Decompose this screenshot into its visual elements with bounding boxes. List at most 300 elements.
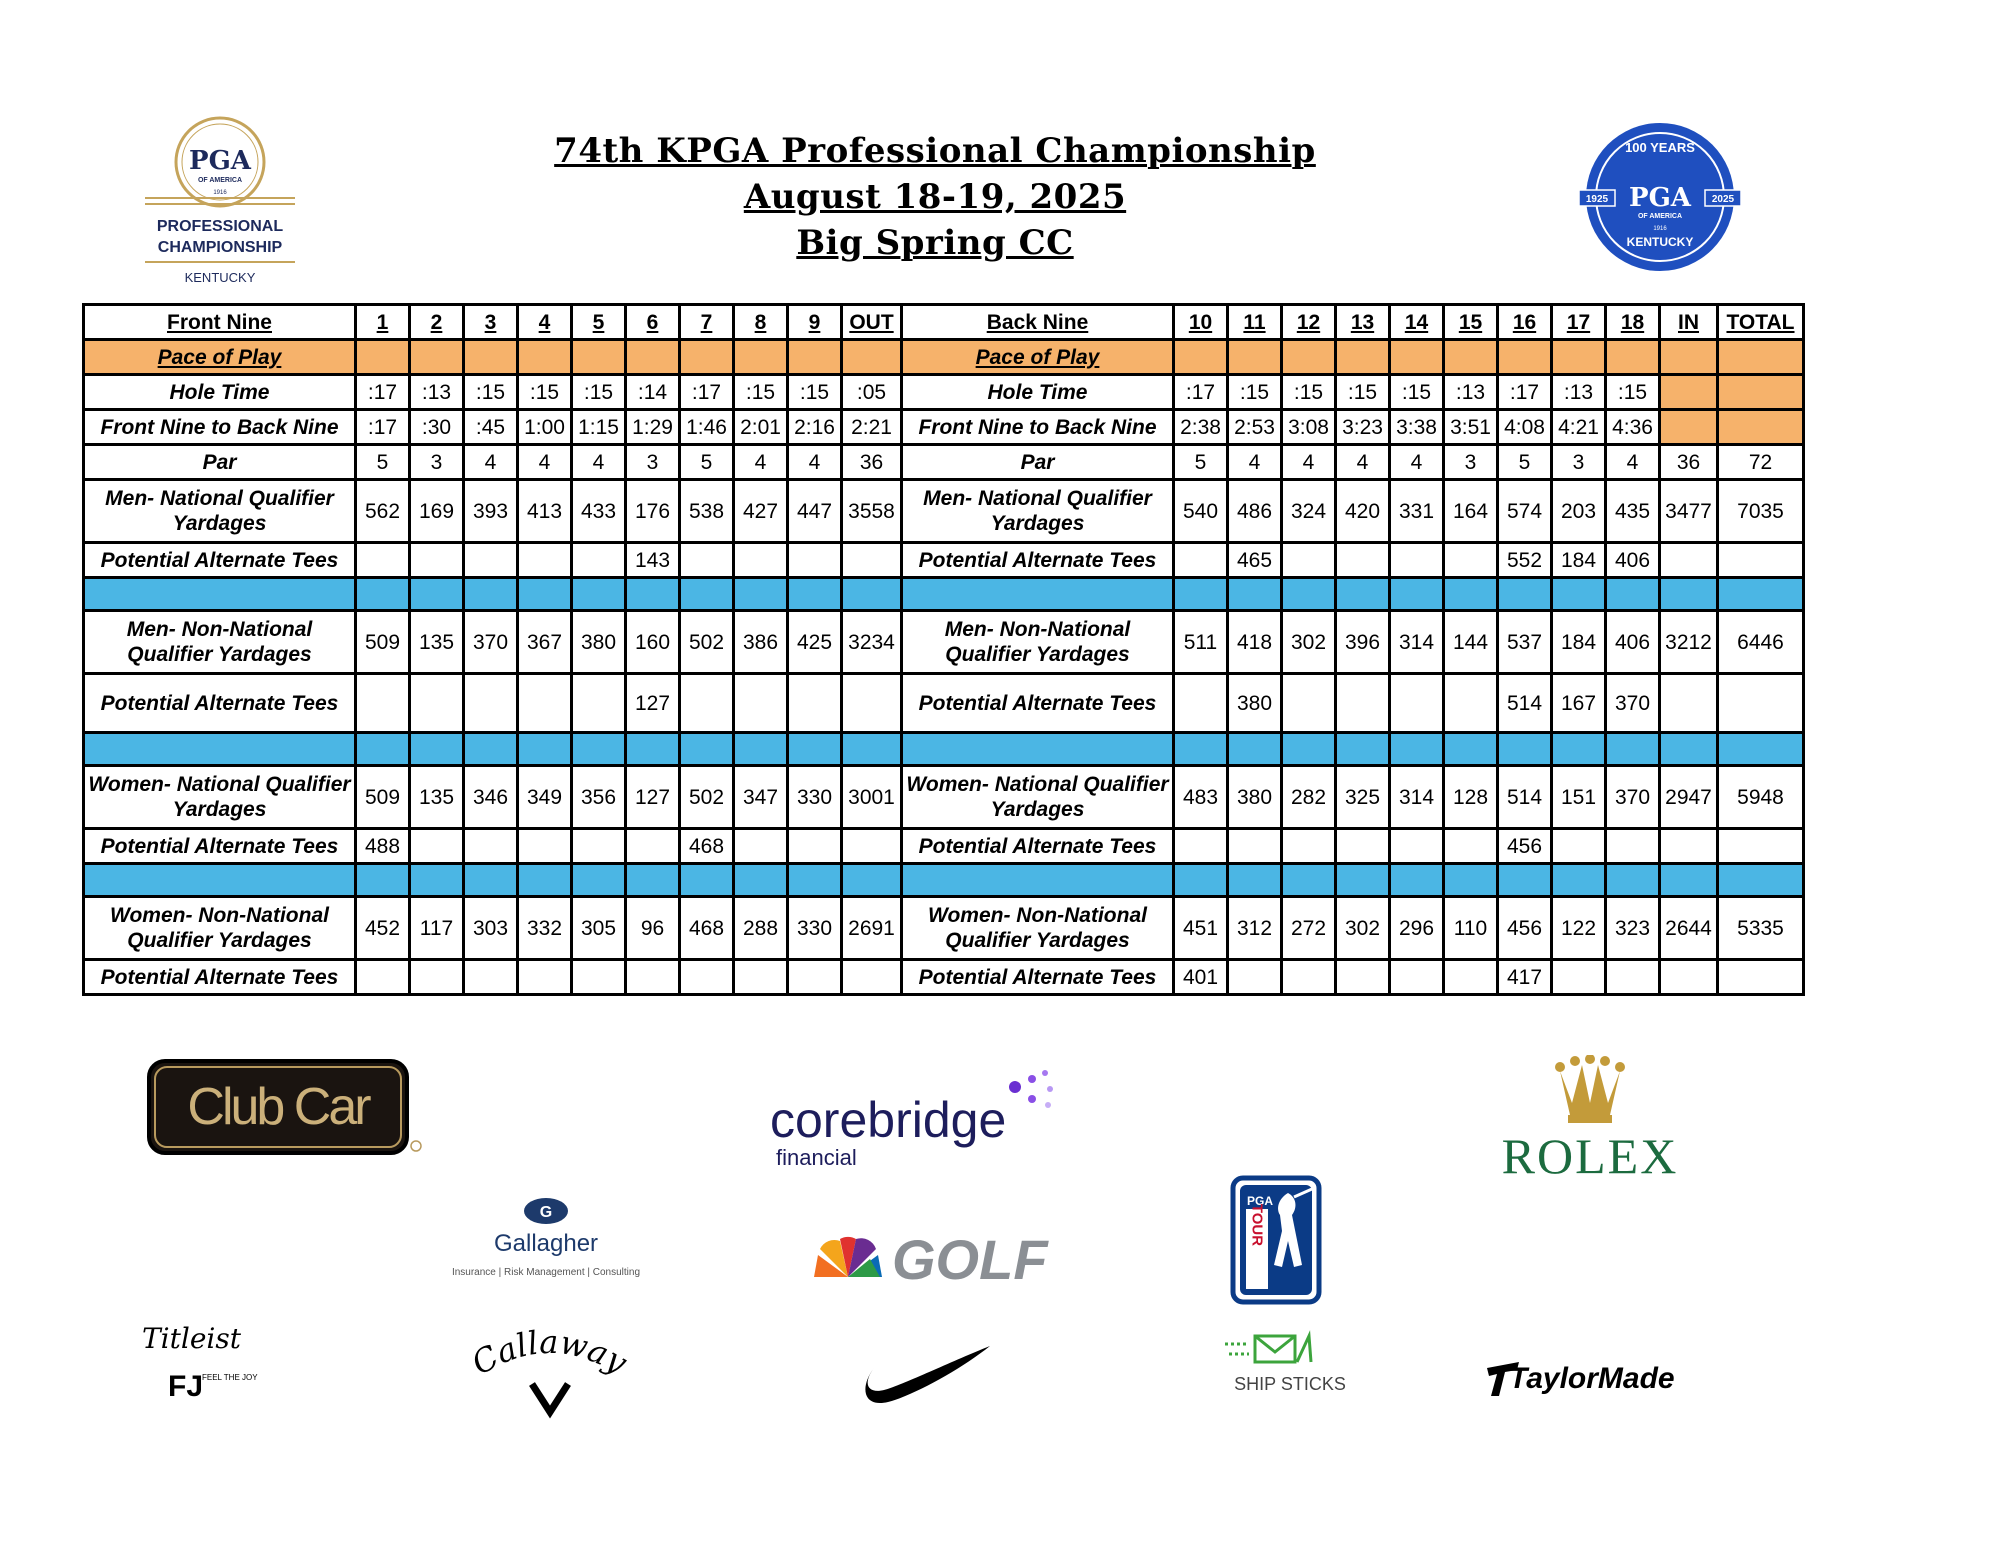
divider-cell [1282, 578, 1336, 611]
hole-header: 14 [1390, 305, 1444, 340]
titleist-text: Titleist [142, 1322, 241, 1355]
gallagher-logo [436, 1195, 656, 1285]
divider-cell [1336, 864, 1390, 897]
total-cell: 6446 [1718, 611, 1804, 674]
pace-cell [1552, 340, 1606, 375]
yardage-cell: :15 [518, 375, 572, 410]
yardage-cell [1282, 674, 1336, 733]
yardage-cell: 330 [788, 897, 842, 960]
yardage-cell [1336, 674, 1390, 733]
yardage-cell: 3:51 [1444, 410, 1498, 445]
yardage-cell: :13 [1552, 375, 1606, 410]
divider-cell [626, 864, 680, 897]
pace-cell [1390, 340, 1444, 375]
total-cell [1718, 375, 1804, 410]
svg-text:G: G [539, 1204, 553, 1221]
left-logo-pga: PGA [189, 146, 251, 176]
out-cell: 3001 [842, 766, 902, 829]
women-nnq-row [84, 897, 1804, 960]
pace-cell [1336, 340, 1390, 375]
divider-cell [902, 864, 1174, 897]
back-nine-header: Back Nine [902, 305, 1174, 340]
yardage-cell: 135 [410, 766, 464, 829]
yardage-cell: 540 [1174, 480, 1228, 543]
yardage-cell: 538 [680, 480, 734, 543]
yardage-cell: 435 [1606, 480, 1660, 543]
yardage-cell [410, 960, 464, 995]
divider-cell [84, 733, 356, 766]
row-label: Men- Non-National Qualifier Yardages [84, 611, 356, 674]
hole-header: 16 [1498, 305, 1552, 340]
hole-header: 2 [410, 305, 464, 340]
in-cell: 2644 [1660, 897, 1718, 960]
yardage-cell: :15 [1228, 375, 1282, 410]
yardage-cell: :15 [1390, 375, 1444, 410]
divider-cell [572, 864, 626, 897]
yardage-cell: 151 [1552, 766, 1606, 829]
yardage-cell: 167 [1552, 674, 1606, 733]
total-cell: 5335 [1718, 897, 1804, 960]
divider-cell [572, 578, 626, 611]
divider-cell [1174, 864, 1228, 897]
divider-row [84, 733, 1804, 766]
corebridge-text: corebridge [770, 1092, 1007, 1148]
row-label: Front Nine to Back Nine [84, 410, 356, 445]
yardage-cell: 135 [410, 611, 464, 674]
taylormade-text: TaylorMade [1509, 1362, 1675, 1395]
divider-cell [1282, 864, 1336, 897]
corebridge-sub: financial [776, 1145, 857, 1170]
divider-cell [734, 578, 788, 611]
out-cell: :05 [842, 375, 902, 410]
yardage-cell: 406 [1606, 543, 1660, 578]
divider-cell [734, 864, 788, 897]
yardage-cell: 2:01 [734, 410, 788, 445]
yardage-cell: 96 [626, 897, 680, 960]
right-logo-small-year: 1916 [1653, 226, 1667, 232]
divider-cell [1606, 864, 1660, 897]
yardage-cell: 574 [1498, 480, 1552, 543]
yardage-cell: 452 [356, 897, 410, 960]
yardage-cell: 1:00 [518, 410, 572, 445]
yardage-cell: :17 [1498, 375, 1552, 410]
yardage-cell: 380 [1228, 766, 1282, 829]
divider-cell [464, 733, 518, 766]
yardage-cell [1606, 960, 1660, 995]
hole-header: 8 [734, 305, 788, 340]
rolex-logo [1480, 1055, 1700, 1185]
yardage-cell: 282 [1282, 766, 1336, 829]
divider-cell [1390, 733, 1444, 766]
yardage-cell [572, 829, 626, 864]
yardage-cell: 164 [1444, 480, 1498, 543]
yardage-cell: 514 [1498, 674, 1552, 733]
hole-header: 5 [572, 305, 626, 340]
ship-sticks-logo [1215, 1330, 1365, 1400]
yardage-cell [1336, 543, 1390, 578]
divider-cell [1282, 733, 1336, 766]
out-cell: 2:21 [842, 410, 902, 445]
yardage-cell: :45 [464, 410, 518, 445]
row-label: Par [84, 445, 356, 480]
callaway-text: allaway [490, 1322, 630, 1382]
club-car-text: Club Car [187, 1078, 369, 1136]
titleist-fj-logo [140, 1318, 270, 1408]
pace-cell [788, 340, 842, 375]
yardage-cell [1552, 829, 1606, 864]
yardage-cell [1444, 543, 1498, 578]
yardage-cell [788, 674, 842, 733]
hole-header: 1 [356, 305, 410, 340]
hole-header: 7 [680, 305, 734, 340]
yardage-cell: 5 [680, 445, 734, 480]
divider-cell [1498, 864, 1552, 897]
total-cell [1718, 674, 1804, 733]
divider-cell [788, 733, 842, 766]
row-label: Potential Alternate Tees [902, 674, 1174, 733]
pga-championship-logo [140, 112, 300, 292]
yardage-cell: 4 [1336, 445, 1390, 480]
yardage-cell [1444, 674, 1498, 733]
divider-cell [902, 733, 1174, 766]
in-cell: 3477 [1660, 480, 1718, 543]
pace-cell [734, 340, 788, 375]
yardage-cell: 433 [572, 480, 626, 543]
yardage-cell: :17 [680, 375, 734, 410]
front-nine-header: Front Nine [84, 305, 356, 340]
pace-cell [1606, 340, 1660, 375]
divider-cell [1718, 578, 1804, 611]
yardage-cell: 4:36 [1606, 410, 1660, 445]
divider-cell [680, 864, 734, 897]
hole-header: 10 [1174, 305, 1228, 340]
yardage-cell: 2:38 [1174, 410, 1228, 445]
yardage-cell [734, 960, 788, 995]
hole-header: 6 [626, 305, 680, 340]
divider-cell [1390, 578, 1444, 611]
in-cell [1660, 674, 1718, 733]
yardage-cell [1282, 960, 1336, 995]
gallagher-sub: Insurance | Risk Management | Consulting [451, 1267, 641, 1278]
yardage-cell: 346 [464, 766, 518, 829]
yardage-cell: 3 [410, 445, 464, 480]
yardage-cell: 4 [1228, 445, 1282, 480]
yardage-cell [464, 829, 518, 864]
divider-cell [356, 733, 410, 766]
yardage-cell [464, 674, 518, 733]
out-cell [842, 543, 902, 578]
divider-cell [842, 733, 902, 766]
row-label: Women- National Qualifier Yardages [902, 766, 1174, 829]
yardage-cell [734, 829, 788, 864]
men-nq-alt-row [84, 543, 1804, 578]
yardage-cell: :14 [626, 375, 680, 410]
right-logo-right-year: 2025 [1711, 194, 1735, 205]
divider-cell [1228, 864, 1282, 897]
yardage-cell: 1:15 [572, 410, 626, 445]
yardage-cell: :17 [356, 410, 410, 445]
yardage-cell: 127 [626, 674, 680, 733]
divider-cell [410, 733, 464, 766]
right-logo-bottom: KENTUCKY [1626, 235, 1694, 249]
yardage-cell: 325 [1336, 766, 1390, 829]
yardage-cell: 330 [788, 766, 842, 829]
yardage-cell: 314 [1390, 611, 1444, 674]
left-logo-line2: CHAMPIONSHIP [157, 239, 283, 256]
yardage-cell: 160 [626, 611, 680, 674]
total-cell: 72 [1718, 445, 1804, 480]
yardage-cell: 502 [680, 611, 734, 674]
yardage-cell: 4 [1282, 445, 1336, 480]
yardage-cell: :15 [572, 375, 626, 410]
hole-header: 17 [1552, 305, 1606, 340]
yardage-cell: 511 [1174, 611, 1228, 674]
yardage-cell [518, 543, 572, 578]
row-label: Potential Alternate Tees [84, 829, 356, 864]
yardage-cell: 303 [464, 897, 518, 960]
out-cell [842, 829, 902, 864]
divider-cell [1228, 578, 1282, 611]
yardage-cell: 122 [1552, 897, 1606, 960]
yardage-cell: 314 [1390, 766, 1444, 829]
yardage-cell: :30 [410, 410, 464, 445]
right-logo-left-year: 1925 [1585, 194, 1609, 205]
divider-cell [842, 578, 902, 611]
yardage-cell: 4 [1390, 445, 1444, 480]
yardage-cell [1552, 960, 1606, 995]
divider-cell [1552, 733, 1606, 766]
divider-cell [626, 578, 680, 611]
pace-cell [1282, 340, 1336, 375]
yardage-cell: 5 [1174, 445, 1228, 480]
yardage-cell: 465 [1228, 543, 1282, 578]
yardage-cell: 483 [1174, 766, 1228, 829]
divider-cell [410, 578, 464, 611]
yardage-cell: 447 [788, 480, 842, 543]
yardage-cell: 417 [1498, 960, 1552, 995]
pace-cell [842, 340, 902, 375]
row-label: Potential Alternate Tees [902, 829, 1174, 864]
out-cell [842, 674, 902, 733]
divider-cell [572, 733, 626, 766]
in-cell [1660, 960, 1718, 995]
yardage-cell: :15 [1336, 375, 1390, 410]
gallagher-text: Gallagher [493, 1230, 599, 1257]
hole-header: 3 [464, 305, 518, 340]
yardage-cell [572, 960, 626, 995]
yardage-cell: 331 [1390, 480, 1444, 543]
yardage-cell: 302 [1336, 897, 1390, 960]
women-nnq-alt-row [84, 960, 1804, 995]
row-label: Hole Time [84, 375, 356, 410]
pace-cell [410, 340, 464, 375]
divider-cell [1336, 578, 1390, 611]
yardage-cell: 184 [1552, 611, 1606, 674]
divider-cell [1498, 578, 1552, 611]
pace-cell [1660, 340, 1718, 375]
yardage-cell: :15 [1282, 375, 1336, 410]
yardage-cell: 486 [1228, 480, 1282, 543]
in-header: IN [1660, 305, 1718, 340]
row-label: Women- Non-National Qualifier Yardages [84, 897, 356, 960]
divider-cell [1552, 864, 1606, 897]
hole-header: 11 [1228, 305, 1282, 340]
women-nq-alt-row [84, 829, 1804, 864]
yardage-cell: 427 [734, 480, 788, 543]
yardage-cell: 488 [356, 829, 410, 864]
yardage-cell: 143 [626, 543, 680, 578]
divider-cell [1718, 733, 1804, 766]
yardage-cell: 401 [1174, 960, 1228, 995]
yardage-cell: 184 [1552, 543, 1606, 578]
divider-cell [1718, 864, 1804, 897]
yardage-cell [680, 960, 734, 995]
yardage-cell [1174, 829, 1228, 864]
title-line-1: 74th KPGA Professional Championship [554, 131, 1316, 171]
divider-cell [842, 864, 902, 897]
yardage-cell: 370 [1606, 674, 1660, 733]
yardage-cell: 370 [1606, 766, 1660, 829]
divider-cell [464, 578, 518, 611]
in-cell [1660, 829, 1718, 864]
in-cell [1660, 375, 1718, 410]
row-label: Men- Non-National Qualifier Yardages [902, 611, 1174, 674]
divider-cell [464, 864, 518, 897]
hole-header: 15 [1444, 305, 1498, 340]
pace-row [84, 340, 1804, 375]
rolex-text: ROLEX [1501, 1128, 1679, 1184]
yardage-cell [1606, 829, 1660, 864]
yardage-cell [1390, 674, 1444, 733]
yardage-cell: 4:08 [1498, 410, 1552, 445]
left-logo-line1: PROFESSIONAL [156, 218, 284, 235]
divider-cell [1660, 733, 1718, 766]
row-label: Potential Alternate Tees [84, 674, 356, 733]
pace-cell [1718, 340, 1804, 375]
yardage-cell [788, 543, 842, 578]
yardage-cell: 380 [572, 611, 626, 674]
yardage-cell [1390, 960, 1444, 995]
out-cell: 3234 [842, 611, 902, 674]
row-label: Women- Non-National Qualifier Yardages [902, 897, 1174, 960]
yardage-cell: 509 [356, 611, 410, 674]
divider-cell [518, 864, 572, 897]
hole-header: 18 [1606, 305, 1660, 340]
divider-cell [356, 578, 410, 611]
ship-sticks-text: SHIP STICKS [1234, 1374, 1346, 1394]
yardage-cell: 144 [1444, 611, 1498, 674]
yardage-cell: 4 [464, 445, 518, 480]
yardage-cell: 203 [1552, 480, 1606, 543]
divider-cell [1444, 864, 1498, 897]
yardage-cell: 3 [1444, 445, 1498, 480]
pace-cell [1444, 340, 1498, 375]
yardage-cell: 4 [572, 445, 626, 480]
yardage-cell: 3 [626, 445, 680, 480]
yardage-table [82, 303, 1805, 996]
divider-cell [1606, 578, 1660, 611]
yardage-cell [1444, 829, 1498, 864]
yardage-cell: 176 [626, 480, 680, 543]
yardage-cell: 296 [1390, 897, 1444, 960]
divider-cell [1390, 864, 1444, 897]
pace-cell [572, 340, 626, 375]
yardage-cell: 386 [734, 611, 788, 674]
pace-cell [626, 340, 680, 375]
yardage-cell: 323 [1606, 897, 1660, 960]
yardage-cell [572, 674, 626, 733]
corebridge-logo [770, 1065, 1070, 1175]
divider-cell [1660, 578, 1718, 611]
divider-row [84, 578, 1804, 611]
yardage-cell: 288 [734, 897, 788, 960]
pace-cell [464, 340, 518, 375]
in-cell: 2947 [1660, 766, 1718, 829]
divider-cell [1444, 578, 1498, 611]
yardage-cell [1282, 543, 1336, 578]
pace-cell [1228, 340, 1282, 375]
hole-header: 12 [1282, 305, 1336, 340]
yardage-cell [464, 543, 518, 578]
divider-cell [518, 733, 572, 766]
yardage-cell: 537 [1498, 611, 1552, 674]
divider-row [84, 864, 1804, 897]
divider-cell [1336, 733, 1390, 766]
total-header: TOTAL [1718, 305, 1804, 340]
yardage-cell [1390, 543, 1444, 578]
row-label: Potential Alternate Tees [902, 960, 1174, 995]
yardage-cell [356, 674, 410, 733]
yardage-cell [1174, 543, 1228, 578]
document-title [530, 128, 1340, 266]
divider-cell [1606, 733, 1660, 766]
divider-cell [84, 864, 356, 897]
fj-sub: FEEL THE JOY [202, 1373, 258, 1382]
yardage-cell [410, 543, 464, 578]
svg-text:Callaway [470, 1323, 630, 1383]
yardage-cell: :13 [1444, 375, 1498, 410]
out-cell: 3558 [842, 480, 902, 543]
yardage-cell: 451 [1174, 897, 1228, 960]
divider-cell [1174, 733, 1228, 766]
pga-tour-top: PGA [1246, 1194, 1274, 1208]
total-cell [1718, 829, 1804, 864]
right-logo-pga: PGA [1629, 183, 1691, 213]
hole-header: 9 [788, 305, 842, 340]
yardage-cell: 456 [1498, 897, 1552, 960]
yardage-cell: 2:16 [788, 410, 842, 445]
divider-cell [788, 578, 842, 611]
yardage-cell [518, 674, 572, 733]
yardage-cell: 380 [1228, 674, 1282, 733]
yardage-cell: 418 [1228, 611, 1282, 674]
yardage-cell [626, 829, 680, 864]
divider-cell [680, 578, 734, 611]
yardage-cell [680, 543, 734, 578]
pace-label-back: Pace of Play [902, 340, 1174, 375]
yardage-cell: 349 [518, 766, 572, 829]
yardage-cell: 509 [356, 766, 410, 829]
row-label: Women- National Qualifier Yardages [84, 766, 356, 829]
yardage-cell [572, 543, 626, 578]
yardage-cell [1228, 960, 1282, 995]
yardage-cell: 324 [1282, 480, 1336, 543]
yardage-cell: 312 [1228, 897, 1282, 960]
divider-cell [356, 864, 410, 897]
divider-cell [410, 864, 464, 897]
in-cell: 3212 [1660, 611, 1718, 674]
pace-label-front: Pace of Play [84, 340, 356, 375]
